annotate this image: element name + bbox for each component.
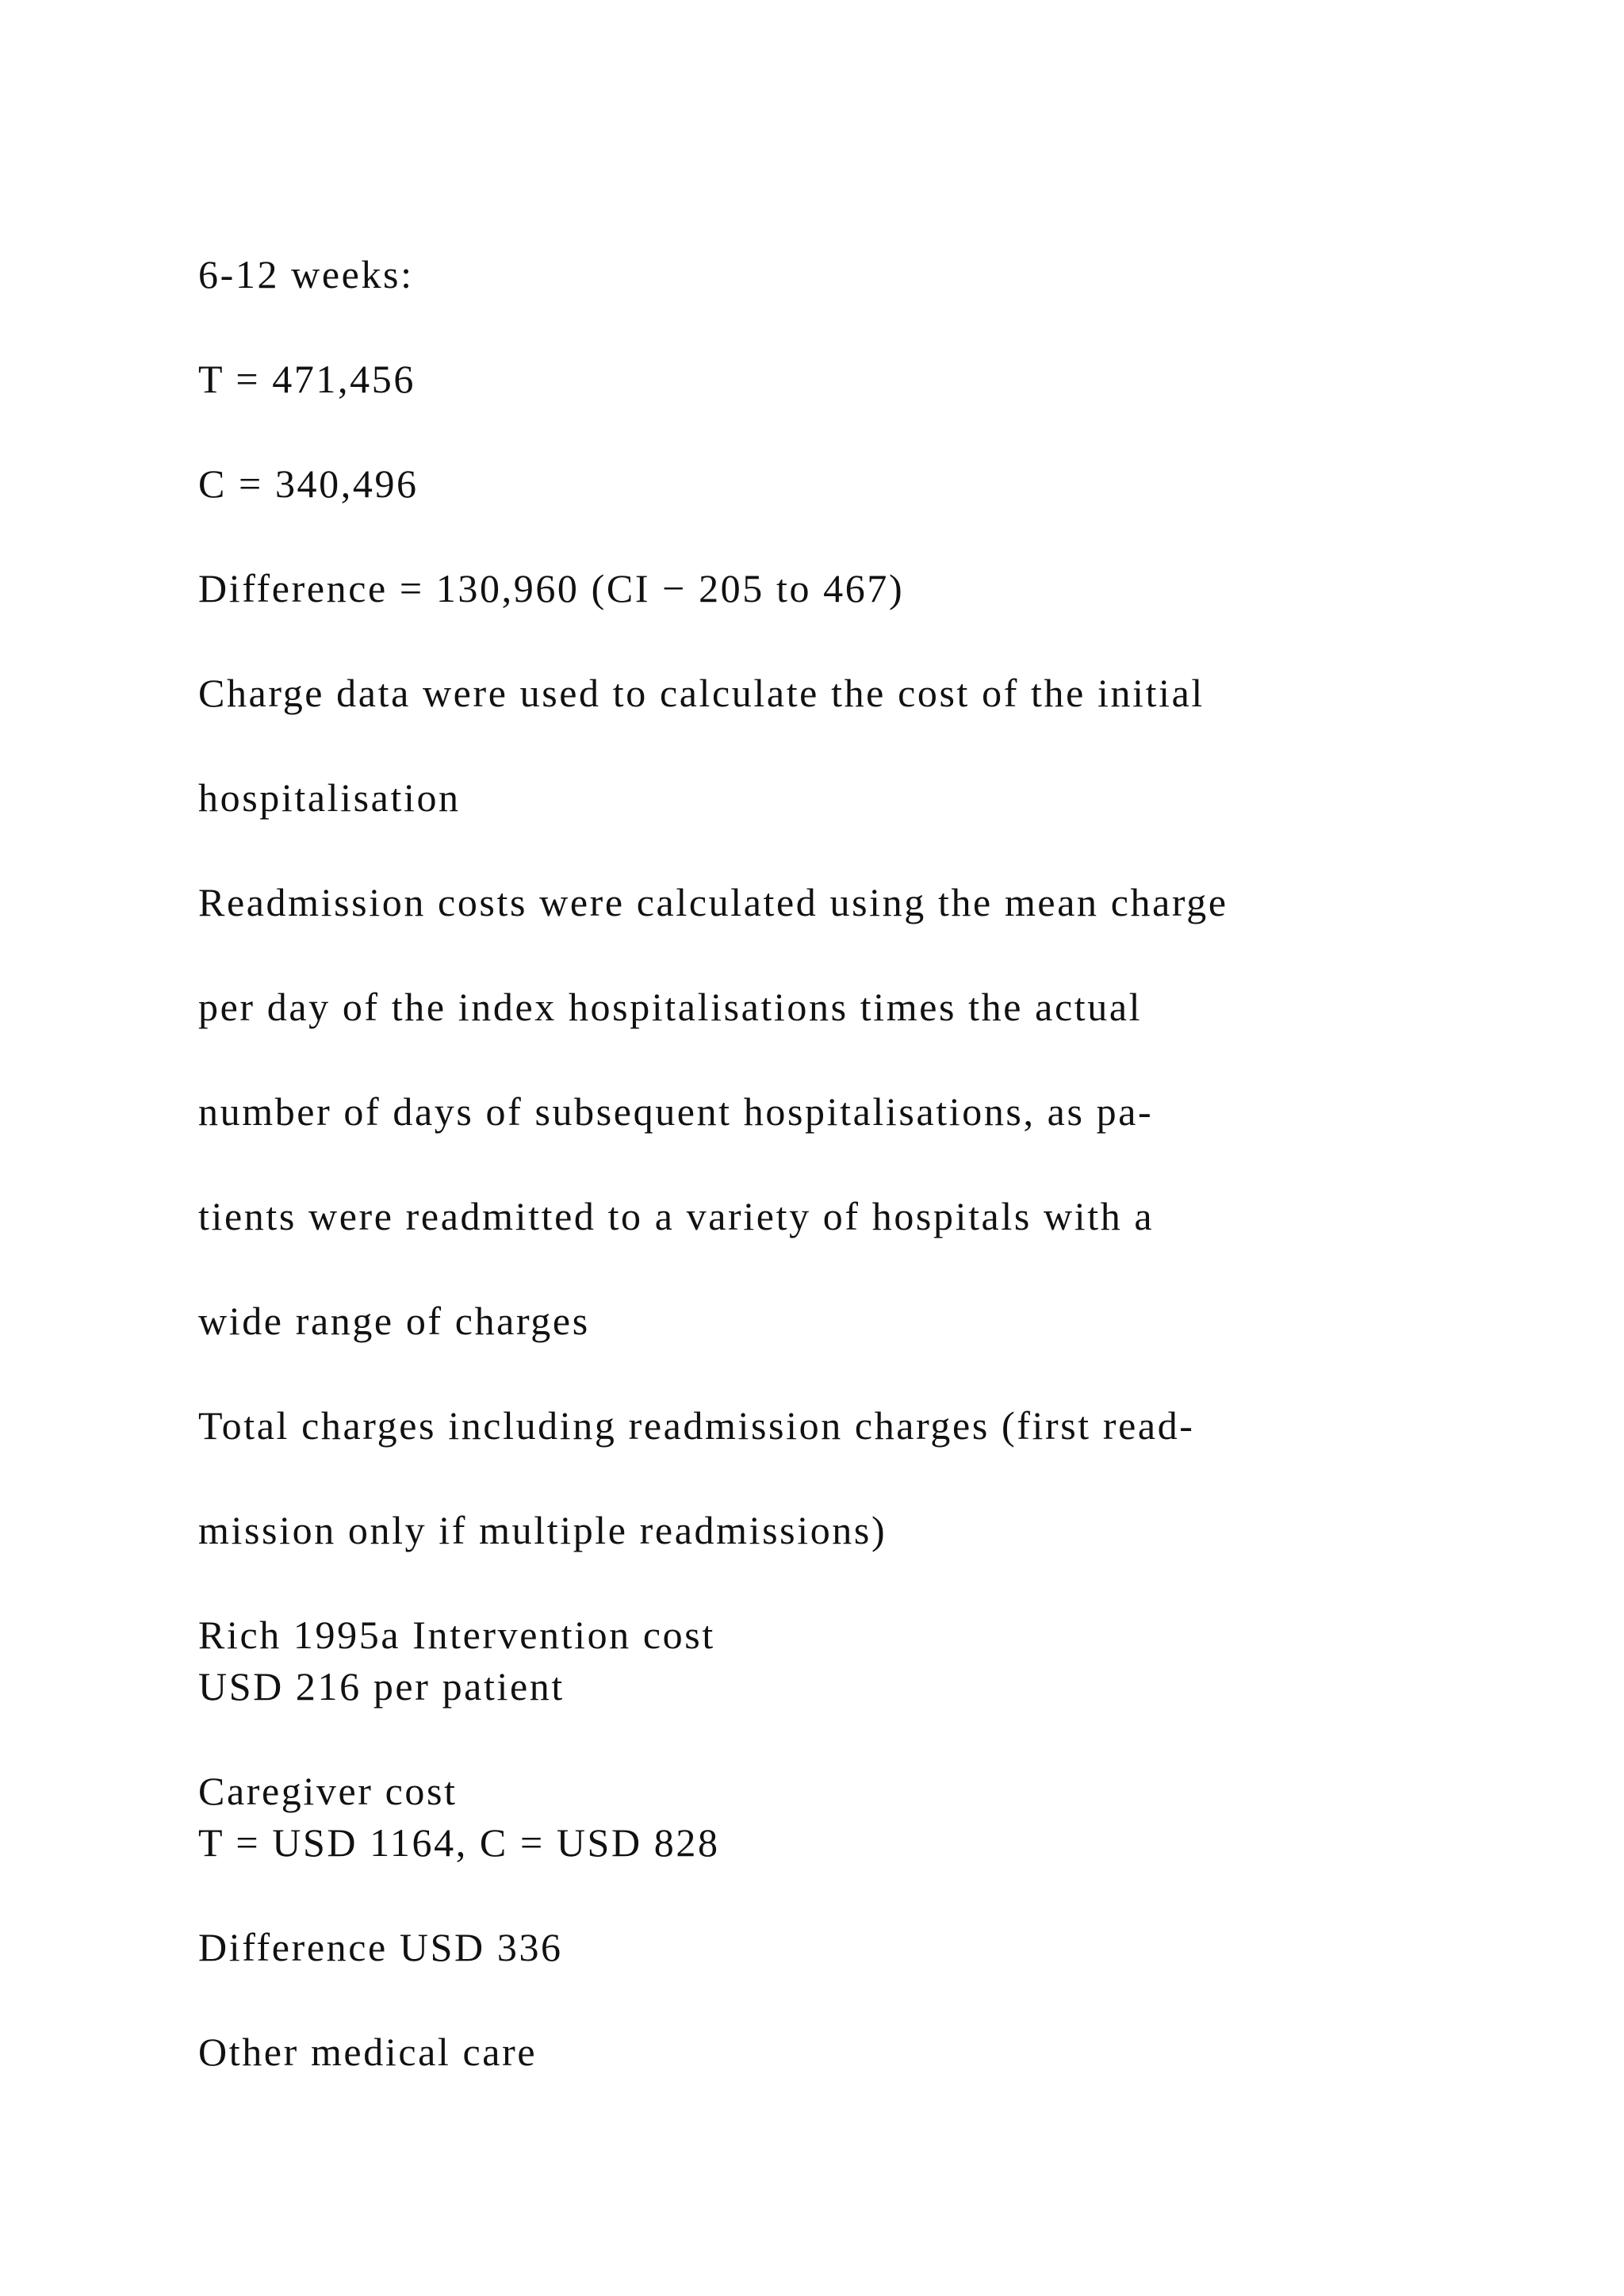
text-line-other-medical-care: Other medical care [198,2030,538,2074]
text-line-caregiver-cost: Caregiver cost [198,1769,458,1813]
text-line-difference: Difference = 130,960 (CI − 205 to 467) [198,566,905,610]
text-line-charge-data: Charge data were used to calculate the cost of the initial [198,671,1205,715]
text-line-rich-1995a: Rich 1995a Intervention cost [198,1613,715,1657]
text-line-first-readmission: mission only if multiple readmissions) [198,1508,887,1552]
text-line-hospitalisation: hospitalisation [198,775,461,820]
text-line-range-of-charges: wide range of charges [198,1299,590,1343]
text-line-per-day: per day of the index hospitalisations times the actual [198,985,1143,1029]
text-line-readmission-costs: Readmission costs were calculated using the mean charge [198,880,1228,924]
text-line-usd-per-patient: USD 216 per patient [198,1664,565,1709]
text-line-control-value: C = 340,496 [198,461,419,506]
text-line-patients-readmitted: tients were readmitted to a variety of hospitals with a [198,1194,1155,1238]
text-line-total-charges: Total charges including readmission charges (first read- [198,1403,1195,1448]
text-line-number-of-days: number of days of subsequent hospitalisations, as pa- [198,1089,1154,1134]
text-line-treatment-value: T = 471,456 [198,357,416,401]
text-line-difference-usd: Difference USD 336 [198,1925,563,1969]
text-line-caregiver-values: T = USD 1164, C = USD 828 [198,1820,720,1865]
text-line-period-heading: 6-12 weeks: [198,252,414,297]
